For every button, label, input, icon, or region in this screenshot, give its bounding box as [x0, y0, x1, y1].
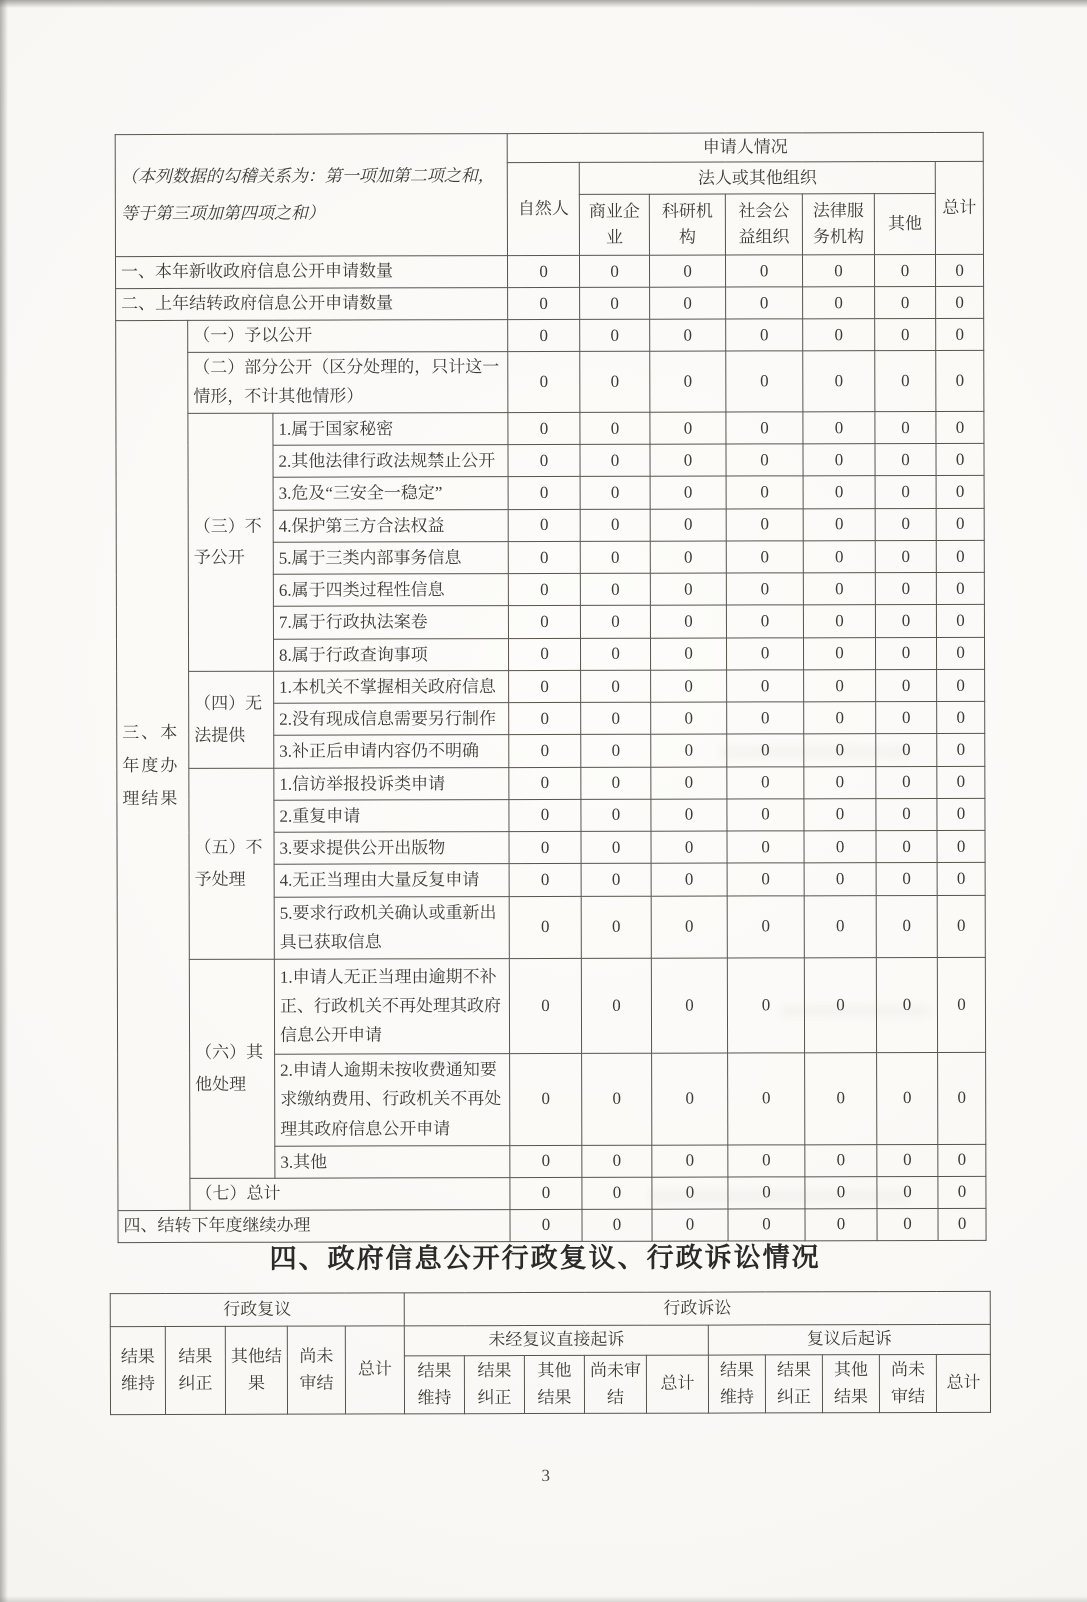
- col-header-result-upheld: 结果维持: [708, 1355, 765, 1413]
- value-cell: 0: [508, 509, 580, 541]
- value-cell: 0: [937, 957, 985, 1052]
- value-cell: 0: [581, 799, 651, 831]
- row-label: 1.信访举报投诉类申请: [274, 767, 509, 800]
- col-header-commercial: 商业企业: [579, 195, 649, 256]
- value-cell: 0: [937, 701, 985, 733]
- value-cell: 0: [580, 444, 650, 476]
- row-label: 3.其他: [275, 1145, 510, 1178]
- value-cell: 0: [509, 958, 581, 1053]
- row-label: 1.申请人无正当理由逾期不补正、行政机关不再处理其政府信息公开申请: [274, 958, 509, 1054]
- col-header-other: 其他: [874, 194, 935, 255]
- row-label: 2.申请人逾期未按收费通知要求缴纳费用、行政机关不再处理其政府信息公开申请: [275, 1053, 510, 1146]
- row-label: 3.补正后申请内容仍不明确: [274, 735, 509, 768]
- table-row: [118, 1176, 986, 1210]
- value-cell: 0: [876, 734, 937, 766]
- value-cell: 0: [875, 444, 936, 476]
- value-cell: 0: [580, 288, 650, 320]
- page-number: 3: [541, 1465, 550, 1486]
- value-cell: 0: [652, 1209, 728, 1241]
- table-row: [115, 255, 983, 289]
- row-label: 四、结转下年度继续办理: [118, 1209, 510, 1242]
- value-cell: 0: [652, 1053, 728, 1145]
- application-statistics-table: [115, 132, 987, 1243]
- section-title: 四、政府信息公开行政复议、行政诉讼情况: [269, 1242, 821, 1274]
- value-cell: 0: [877, 1208, 938, 1240]
- value-cell: 0: [581, 831, 651, 863]
- row-label: 3.危及“三安全一稳定”: [273, 477, 508, 510]
- value-cell: 0: [509, 670, 581, 702]
- value-cell: 0: [804, 702, 876, 734]
- value-cell: 0: [650, 541, 726, 573]
- col-header-result-corrected: 结果纠正: [464, 1356, 524, 1414]
- row-label: 2.重复申请: [274, 799, 509, 832]
- row-label: 2.没有现成信息需要另行制作: [274, 703, 509, 736]
- value-cell: 0: [875, 255, 936, 287]
- header-after-review-suit-group: 复议后起诉: [708, 1324, 990, 1355]
- value-cell: 0: [509, 735, 581, 767]
- value-cell: 0: [508, 352, 580, 413]
- value-cell: 0: [936, 476, 984, 508]
- value-cell: 0: [651, 831, 727, 863]
- value-cell: 0: [876, 895, 937, 957]
- col-header-research: 科研机构: [649, 194, 725, 255]
- value-cell: 0: [875, 476, 936, 508]
- value-cell: 0: [936, 411, 984, 443]
- value-cell: 0: [936, 444, 984, 476]
- value-cell: 0: [581, 735, 651, 767]
- col-header-total: 总计: [936, 1354, 990, 1412]
- table-row: [117, 766, 985, 801]
- value-cell: 0: [582, 1145, 652, 1177]
- value-cell: 0: [508, 574, 580, 606]
- value-cell: 0: [726, 351, 803, 412]
- col-header-result-upheld: 结果维持: [110, 1326, 165, 1414]
- value-cell: 0: [581, 864, 651, 896]
- value-cell: 0: [727, 957, 804, 1052]
- value-cell: 0: [877, 1144, 938, 1176]
- row-label: 5.属于三类内部事务信息: [273, 542, 508, 575]
- row-label: 1.属于国家秘密: [273, 413, 508, 446]
- value-cell: 0: [936, 508, 984, 540]
- header-direct-suit-group: 未经复议直接起诉: [404, 1325, 708, 1356]
- group-label-not-disclosed: （三）不予公开: [188, 413, 274, 671]
- value-cell: 0: [936, 540, 984, 572]
- value-cell: 0: [875, 411, 936, 443]
- value-cell: 0: [727, 734, 804, 766]
- col-header-pending: 尚未审结: [879, 1354, 936, 1412]
- value-cell: 0: [580, 541, 650, 573]
- value-cell: 0: [509, 767, 581, 799]
- header-admin-review-group: 行政复议: [110, 1293, 404, 1327]
- value-cell: 0: [728, 1208, 805, 1240]
- table-row: [117, 669, 985, 704]
- value-cell: 0: [938, 1144, 986, 1176]
- value-cell: 0: [803, 605, 875, 637]
- value-cell: 0: [508, 606, 580, 638]
- row-label: 2.其他法律行政法规禁止公开: [273, 445, 508, 478]
- col-header-result-corrected: 结果纠正: [765, 1355, 822, 1413]
- value-cell: 0: [727, 863, 804, 895]
- value-cell: 0: [580, 573, 650, 605]
- value-cell: 0: [651, 767, 727, 799]
- value-cell: 0: [804, 863, 876, 895]
- value-cell: 0: [510, 1177, 582, 1209]
- value-cell: 0: [651, 958, 727, 1053]
- value-cell: 0: [651, 638, 727, 670]
- value-cell: 0: [875, 319, 936, 351]
- value-cell: 0: [876, 766, 937, 798]
- value-cell: 0: [580, 256, 650, 288]
- value-cell: 0: [804, 637, 876, 669]
- row-label: 二、上年结转政府信息公开申请数量: [116, 288, 508, 321]
- value-cell: 0: [805, 1208, 877, 1240]
- review-litigation-table: [110, 1291, 991, 1415]
- col-header-total: 总计: [646, 1355, 708, 1413]
- value-cell: 0: [936, 319, 984, 351]
- value-cell: 0: [803, 573, 875, 605]
- value-cell: 0: [804, 766, 876, 798]
- value-cell: 0: [509, 703, 581, 735]
- value-cell: 0: [727, 799, 804, 831]
- value-cell: 0: [652, 1177, 728, 1209]
- value-cell: 0: [803, 319, 875, 351]
- value-cell: 0: [937, 766, 985, 798]
- value-cell: 0: [508, 412, 580, 444]
- value-cell: 0: [650, 605, 726, 637]
- value-cell: 0: [877, 1176, 938, 1208]
- col-header-other-result: 其他结果: [524, 1355, 584, 1413]
- row-label: 一、本年新收政府信息公开申请数量: [115, 256, 507, 289]
- value-cell: 0: [651, 799, 727, 831]
- value-cell: 0: [937, 637, 985, 669]
- value-cell: 0: [728, 1052, 805, 1144]
- table-row: [110, 1324, 990, 1356]
- value-cell: 0: [650, 573, 726, 605]
- value-cell: 0: [508, 477, 580, 509]
- table-row: [116, 287, 984, 321]
- col-header-result-upheld: 结果维持: [404, 1356, 464, 1414]
- value-cell: 0: [509, 638, 581, 670]
- value-cell: 0: [726, 509, 803, 541]
- col-header-other-result: 其他结果: [822, 1355, 879, 1413]
- value-cell: 0: [727, 766, 804, 798]
- value-cell: 0: [727, 895, 804, 957]
- table-row: [116, 411, 984, 446]
- value-cell: 0: [805, 1144, 877, 1176]
- value-cell: 0: [803, 508, 875, 540]
- value-cell: 0: [804, 734, 876, 766]
- row-label: （二）部分公开（区分处理的，只计这一情形，不计其他情形）: [188, 352, 508, 414]
- row-label: 4.保护第三方合法权益: [273, 509, 508, 542]
- value-cell: 0: [803, 541, 875, 573]
- value-cell: 0: [582, 1209, 652, 1241]
- value-cell: 0: [936, 255, 984, 287]
- value-cell: 0: [509, 831, 581, 863]
- value-cell: 0: [805, 1176, 877, 1208]
- row-label: 7.属于行政执法案卷: [273, 606, 508, 639]
- col-header-pending: 尚未审结: [584, 1355, 646, 1413]
- value-cell: 0: [876, 831, 937, 863]
- value-cell: 0: [650, 319, 726, 351]
- row-label: 3.要求提供公开出版物: [274, 832, 509, 865]
- value-cell: 0: [876, 798, 937, 830]
- table-row: [116, 351, 984, 414]
- value-cell: 0: [803, 444, 875, 476]
- value-cell: 0: [509, 896, 581, 958]
- col-header-natural-person: 自然人: [507, 163, 579, 256]
- row-label: 4.无正当理由大量反复申请: [274, 864, 509, 897]
- value-cell: 0: [651, 670, 727, 702]
- col-header-public-welfare: 社会公益组织: [725, 194, 802, 255]
- col-header-other-result: 其他结果: [225, 1326, 287, 1414]
- value-cell: 0: [876, 863, 937, 895]
- value-cell: 0: [804, 957, 876, 1052]
- value-cell: 0: [937, 798, 985, 830]
- header-admin-litigation-group: 行政诉讼: [404, 1291, 990, 1326]
- value-cell: 0: [937, 734, 985, 766]
- value-cell: 0: [650, 255, 726, 287]
- value-cell: 0: [508, 320, 580, 352]
- value-cell: 0: [581, 958, 651, 1053]
- value-cell: 0: [508, 288, 580, 320]
- row-label: 6.属于四类过程性信息: [273, 574, 508, 607]
- value-cell: 0: [651, 734, 727, 766]
- value-cell: 0: [726, 605, 803, 637]
- value-cell: 0: [726, 255, 803, 287]
- value-cell: 0: [509, 799, 581, 831]
- col-header-result-corrected: 结果纠正: [165, 1326, 225, 1414]
- value-cell: 0: [727, 702, 804, 734]
- value-cell: 0: [510, 1145, 582, 1177]
- value-cell: 0: [805, 1052, 877, 1144]
- value-cell: 0: [650, 477, 726, 509]
- value-cell: 0: [581, 638, 651, 670]
- value-cell: 0: [580, 509, 650, 541]
- value-cell: 0: [650, 412, 726, 444]
- header-applicant-group: 申请人情况: [507, 132, 983, 163]
- value-cell: 0: [510, 1053, 582, 1145]
- value-cell: 0: [875, 540, 936, 572]
- value-cell: 0: [936, 287, 984, 319]
- value-cell: 0: [938, 1176, 986, 1208]
- value-cell: 0: [508, 445, 580, 477]
- value-cell: 0: [804, 670, 876, 702]
- value-cell: 0: [651, 863, 727, 895]
- value-cell: 0: [936, 351, 984, 412]
- value-cell: 0: [936, 605, 984, 637]
- side-label-annual-results: 三、本年度办理结果: [116, 321, 190, 1210]
- value-cell: 0: [726, 287, 803, 319]
- value-cell: 0: [803, 476, 875, 508]
- value-cell: 0: [510, 1209, 582, 1241]
- value-cell: 0: [650, 444, 726, 476]
- group-label-other-handling: （六）其他处理: [189, 959, 275, 1178]
- col-header-pending: 尚未审结: [287, 1326, 345, 1414]
- col-header-total: 总计: [935, 162, 983, 255]
- group-label-unable-to-provide: （四）无法提供: [189, 671, 274, 768]
- value-cell: 0: [582, 1177, 652, 1209]
- table-row: [115, 132, 983, 164]
- value-cell: 0: [580, 320, 650, 352]
- value-cell: 0: [580, 412, 650, 444]
- col-header-total: 总计: [345, 1326, 404, 1414]
- value-cell: 0: [508, 541, 580, 573]
- header-legal-entity-group: 法人或其他组织: [579, 162, 935, 195]
- value-cell: 0: [936, 573, 984, 605]
- value-cell: 0: [875, 287, 936, 319]
- value-cell: 0: [804, 798, 876, 830]
- row-label: （一）予以公开: [188, 320, 508, 353]
- row-label: 8.属于行政查询事项: [273, 638, 508, 671]
- table-row: [110, 1291, 990, 1326]
- value-cell: 0: [728, 1177, 805, 1209]
- value-cell: 0: [727, 831, 804, 863]
- value-cell: 0: [937, 895, 985, 957]
- value-cell: 0: [937, 863, 985, 895]
- value-cell: 0: [875, 605, 936, 637]
- value-cell: 0: [875, 351, 936, 412]
- value-cell: 0: [726, 541, 803, 573]
- value-cell: 0: [726, 476, 803, 508]
- value-cell: 0: [877, 1052, 938, 1144]
- group-label-not-processed: （五）不予处理: [189, 768, 274, 959]
- value-cell: 0: [727, 670, 804, 702]
- value-cell: 0: [727, 637, 804, 669]
- value-cell: 0: [509, 864, 581, 896]
- value-cell: 0: [803, 287, 875, 319]
- value-cell: 0: [650, 351, 726, 412]
- value-cell: 0: [581, 702, 651, 734]
- value-cell: 0: [726, 444, 803, 476]
- value-cell: 0: [875, 508, 936, 540]
- value-cell: 0: [580, 351, 650, 412]
- row-label: （七）总计: [190, 1177, 510, 1210]
- value-cell: 0: [726, 319, 803, 351]
- value-cell: 0: [938, 1208, 986, 1240]
- value-cell: 0: [938, 1052, 986, 1144]
- row-label: 5.要求行政机关确认或重新出具已获取信息: [274, 896, 509, 959]
- value-cell: 0: [803, 412, 875, 444]
- value-cell: 0: [876, 957, 937, 1052]
- value-cell: 0: [803, 255, 875, 287]
- value-cell: 0: [876, 637, 937, 669]
- value-cell: 0: [803, 351, 875, 412]
- value-cell: 0: [651, 702, 727, 734]
- value-cell: 0: [582, 1053, 652, 1145]
- value-cell: 0: [937, 830, 985, 862]
- value-cell: 0: [580, 477, 650, 509]
- value-cell: 0: [581, 767, 651, 799]
- table-row: [117, 957, 985, 1054]
- value-cell: 0: [876, 702, 937, 734]
- value-cell: 0: [804, 895, 876, 957]
- value-cell: 0: [581, 670, 651, 702]
- value-cell: 0: [580, 606, 650, 638]
- value-cell: 0: [876, 669, 937, 701]
- value-cell: 0: [581, 896, 651, 958]
- value-cell: 0: [652, 1145, 728, 1177]
- value-cell: 0: [726, 573, 803, 605]
- col-header-legal-service: 法律服务机构: [802, 194, 874, 255]
- value-cell: 0: [728, 1144, 805, 1176]
- value-cell: 0: [804, 831, 876, 863]
- value-cell: 0: [650, 287, 726, 319]
- value-cell: 0: [937, 669, 985, 701]
- note-cell: （本列数据的勾稽关系为：第一项加第二项之和，等于第三项加第四项之和）: [115, 134, 507, 257]
- row-label: 1.本机关不掌握相关政府信息: [274, 670, 509, 703]
- value-cell: 0: [650, 509, 726, 541]
- value-cell: 0: [726, 412, 803, 444]
- value-cell: 0: [651, 896, 727, 958]
- value-cell: 0: [508, 256, 580, 288]
- value-cell: 0: [875, 573, 936, 605]
- table-row: [116, 319, 984, 353]
